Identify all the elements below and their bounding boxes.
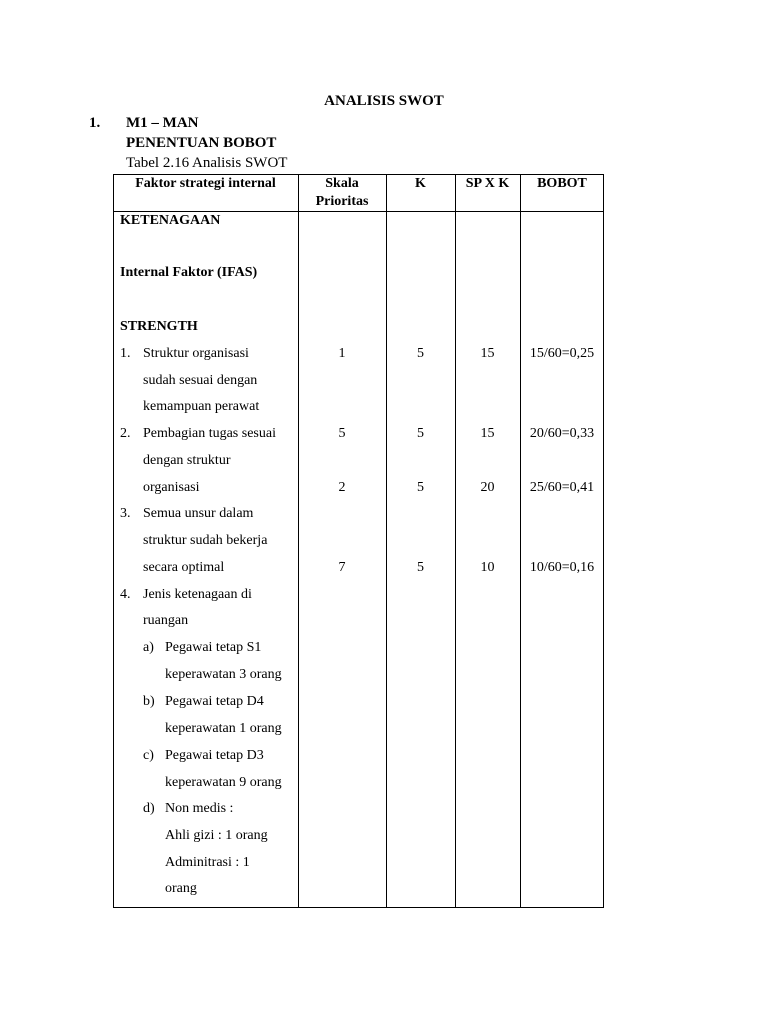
item-text: Semua unsur dalam [143,506,254,521]
subitem-text: Ahli gizi : 1 orang [165,828,268,843]
section-title: M1 – MAN [126,115,199,131]
column-divider [298,174,299,908]
subitem-text: Non medis : [165,801,234,816]
skala-value: 5 [338,426,346,441]
item-number: 4. [120,587,131,602]
subitem-label: b) [143,694,155,709]
skala-value: 1 [338,346,346,361]
subitem-text: Pegawai tetap D3 [165,748,264,763]
item-text: Pembagian tugas sesuai [143,426,276,441]
bobot-value: 15/60=0,25 [529,346,595,361]
subitem-text: keperawatan 1 orang [165,721,282,736]
skala-value: 7 [338,560,346,575]
item-text: sudah sesuai dengan [143,373,258,388]
k-value: 5 [417,480,424,495]
category-label: KETENAGAAN [120,213,221,228]
section-number: 1. [89,115,101,131]
group-label: STRENGTH [120,319,198,334]
subsection-title: PENENTUAN BOBOT [126,135,277,151]
subitem-label: a) [143,640,154,655]
subcategory-label: Internal Faktor (IFAS) [120,265,258,280]
table-caption: Tabel 2.16 Analisis SWOT [126,155,288,171]
column-divider [386,174,387,908]
subitem-text: Pegawai tetap D4 [165,694,264,709]
header-factor: Faktor strategi internal [135,176,276,191]
subitem-text: keperawatan 3 orang [165,667,282,682]
item-number: 1. [120,346,131,361]
item-number: 3. [120,506,131,521]
header-bobot: BOBOT [537,176,587,191]
item-text: struktur sudah bekerja [143,533,268,548]
k-value: 5 [417,346,424,361]
item-number: 2. [120,426,131,441]
header-skala [298,175,386,211]
bobot-value: 20/60=0,33 [529,426,595,441]
column-divider [520,174,521,908]
item-text: secara optimal [143,560,225,575]
header-skala-line2: Prioritas [315,194,369,209]
k-value: 5 [417,560,424,575]
subitem-text: Adminitrasi : 1 [165,855,250,870]
item-text: ruangan [143,613,189,628]
subitem-text: keperawatan 9 orang [165,775,282,790]
subitem-label: d) [143,801,155,816]
item-text: Jenis ketenagaan di [143,587,252,602]
header-divider [113,211,604,212]
subitem-text: Pegawai tetap S1 [165,640,262,655]
k-value: 5 [417,426,424,441]
bobot-value: 25/60=0,41 [529,480,595,495]
spxk-value: 20 [480,480,495,495]
spxk-value: 15 [480,426,495,441]
skala-value: 2 [338,480,346,495]
page-title: ANALISIS SWOT [324,93,444,109]
item-text: kemampuan perawat [143,399,260,414]
item-text: Struktur organisasi [143,346,249,361]
spxk-value: 15 [480,346,495,361]
item-text: dengan struktur [143,453,231,468]
subitem-text: orang [165,881,197,896]
header-k: K [415,176,426,191]
spxk-value: 10 [480,560,495,575]
bobot-value: 10/60=0,16 [529,560,595,575]
subitem-label: c) [143,748,154,763]
header-spxk: SP X K [465,176,510,191]
column-divider [455,174,456,908]
item-text: organisasi [143,480,200,495]
header-skala-line1: Skala [325,176,359,191]
